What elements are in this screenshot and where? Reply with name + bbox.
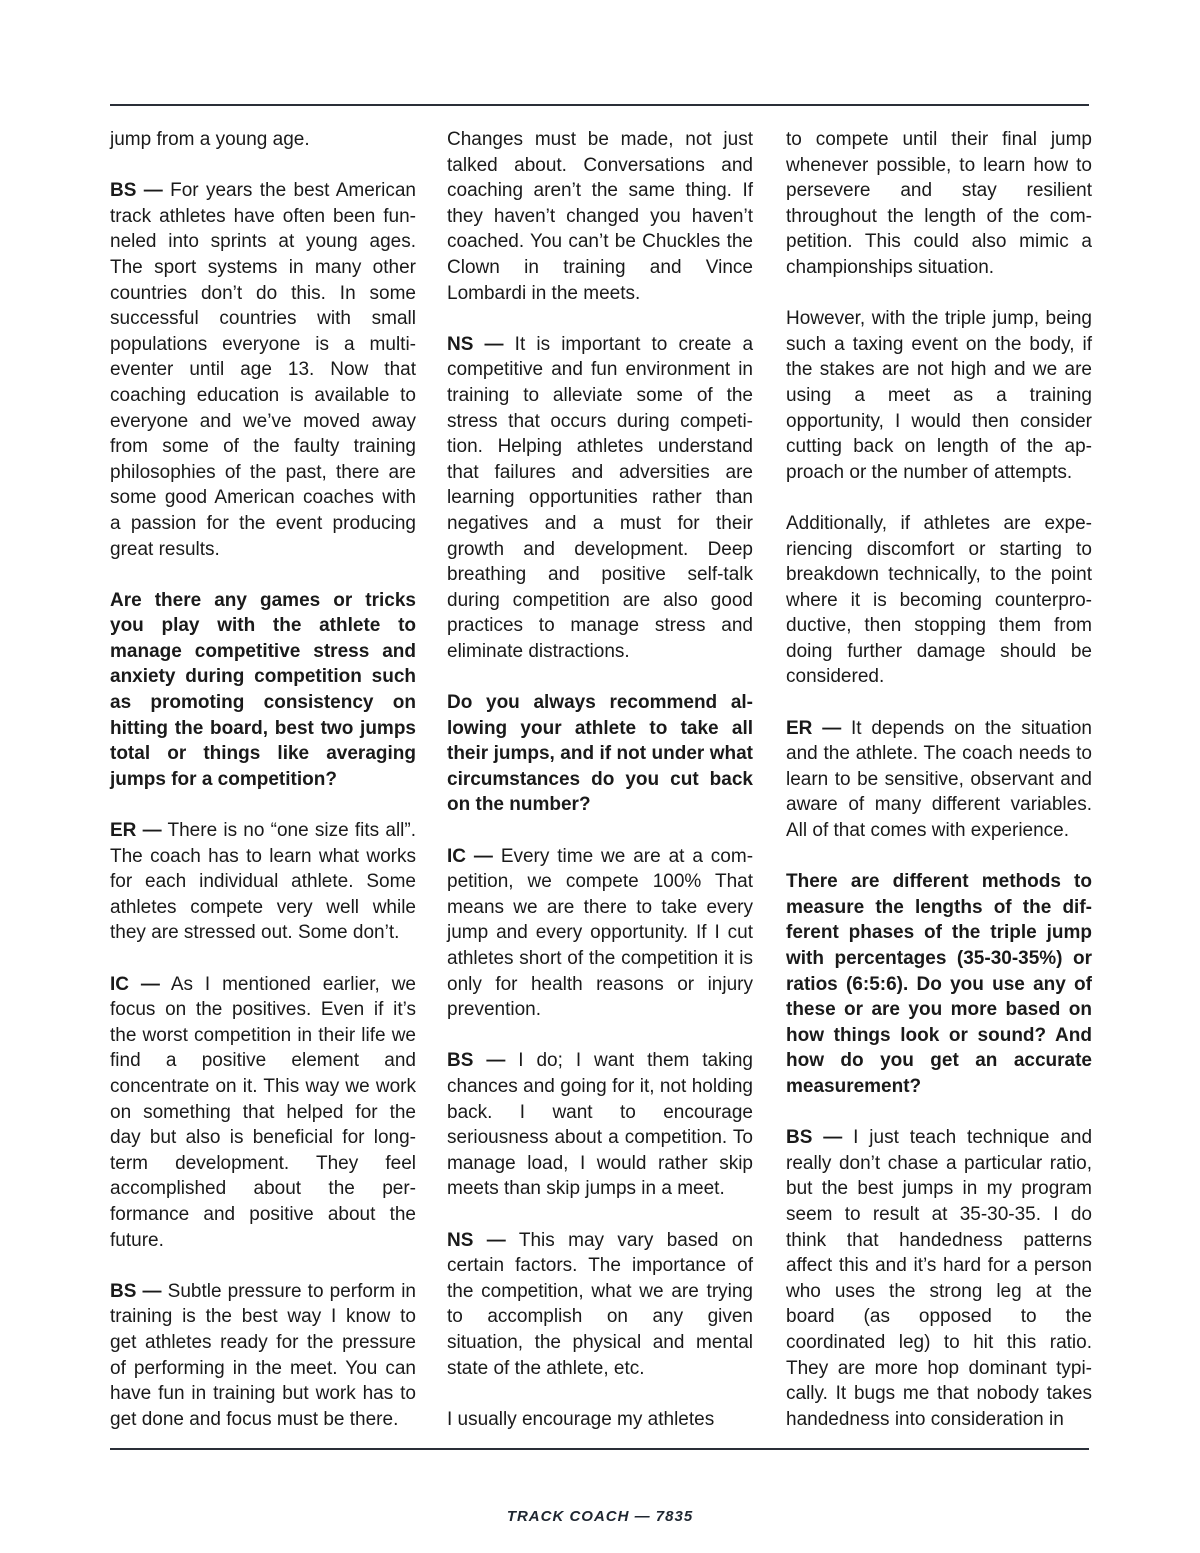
speaker-initials: ER — — [786, 717, 842, 739]
column-1 — [110, 127, 416, 1432]
interview-question — [447, 690, 753, 818]
interview-question — [110, 588, 416, 793]
speaker-initials: BS — — [110, 1280, 162, 1302]
speaker-initials: NS — — [447, 1229, 506, 1251]
paragraph-text: I just teach technique and really don’t chase a particular ratio, but the best jumps in my program seem to result at 35-30-35. I do think that handedness patterns affect this and it’s hard for a person who uses the strong leg at the board (as opposed to the coordinated leg) to hit this ratio. They are more hop dominant typically. It bugs me that nobody takes handedness into consideration in — [786, 1127, 1093, 1430]
paragraph-text: Additionally, if athletes are experiencing discomfort or starting to breakdown technically, to the point where it is becoming counterproductive, then stopping them from doing further damage should be considered. — [786, 512, 1092, 688]
paragraph-text: There is no “one size fits all”. The coach has to learn what works for each individual athlete. Some athletes compete very well while they are stressed out. Some don’t. — [110, 820, 416, 944]
interview-answer — [110, 972, 416, 1254]
interview-answer — [110, 818, 416, 946]
body-paragraph — [786, 306, 1092, 485]
interview-answer — [447, 332, 753, 665]
paragraph-text: For years the best American track athletes have often been funneled into sprints at young ages. The sport systems in many other countries don’t do this. In some successful countries with small populations everyone is a multi-eventer until age 13. Now that coaching education is available to everyone and we’ve moved away from some of the faulty training philosophies of the past, there are some good American coaches with a passion for the event producing great results. — [110, 180, 416, 560]
paragraph-text: jump from a young age. — [110, 129, 310, 150]
paragraph-text: I do; I want them taking chances and going for it, not holding back. I want to encourage seriousness about a competition. To manage load, I would rather skip meets than skip jumps in a meet. — [447, 1050, 753, 1200]
body-paragraph — [447, 1407, 753, 1433]
paragraph-text: However, with the triple jump, being such a taxing event on the body, if the stakes are not high and we are using a meet as a training opportunity, I would then consider cutting back on length of the approach or the number of attempts. — [786, 308, 1092, 483]
body-paragraph — [447, 127, 753, 306]
paragraph-text: There are different methods to measure the lengths of the different phases of the triple jump with percentages (35-30-35%) or ratios (6:5:6). Do you use any of these or are you more based on how things look or sound? And how do you get an accurate measurement? — [786, 871, 1092, 1097]
paragraph-text: I usually encourage my athletes — [447, 1408, 715, 1430]
column-2 — [447, 127, 753, 1432]
page-footer: TRACK COACH — 7835 — [506, 1508, 694, 1525]
interview-answer — [447, 844, 753, 1023]
speaker-initials: IC — — [447, 845, 493, 867]
bottom-rule — [110, 1448, 1089, 1450]
interview-answer — [786, 1125, 1092, 1432]
speaker-initials: BS — — [786, 1127, 843, 1149]
interview-question — [786, 869, 1092, 1099]
paragraph-text: It is important to create a competitive and fun environment in training to alleviate some of the stress that occurs during competition. Helping athletes understand that failures and adversities are learning opportunities rather than negatives and a must for their growth and development. Deep breathing and positive self-talk during competition are also good practices to manage stress and eliminate distractions. — [447, 333, 754, 662]
interview-answer — [110, 178, 416, 562]
paragraph-text: Every time we are at a competition, we compete 100% That means we are there to take every jump and every opportunity. If I cut athletes short of the competition it is only for health reasons or injury prevention. — [447, 845, 754, 1021]
column-3 — [786, 127, 1092, 1432]
speaker-initials: IC — — [110, 973, 160, 995]
paragraph-text: As I mentioned earlier, we focus on the positives. Even if it’s the worst competition in their life we find a positive element and concentrate on it. This way we work on something that helped for the day but also is beneficial for long-term development. They feel accomplished about the performance and positive about the future. — [110, 973, 416, 1251]
body-paragraph — [786, 511, 1092, 690]
paragraph-text: It depends on the situation and the athlete. The coach needs to learn to be sensitive, observant and aware of many different variables. All of that comes with experience. — [786, 717, 1092, 842]
paragraph-text: Changes must be made, not just talked about. Conversations and coaching aren’t the same thing. If they haven’t changed you haven’t coached. You can’t be Chuckles the Clown in training and Vince Lombardi in the meets. — [447, 129, 753, 304]
paragraph-text: Do you always recommend allowing your athlete to take all their jumps, and if not under what circumstances do you cut back on the number? — [447, 692, 753, 816]
interview-answer — [110, 1279, 416, 1433]
interview-answer — [447, 1228, 753, 1382]
paragraph-text: to compete until their final jump whenever possible, to learn how to persevere and stay resilient throughout the length of the competition. This could also mimic a championships situation. — [786, 129, 1092, 278]
top-rule — [110, 104, 1089, 106]
speaker-initials: ER — — [110, 820, 162, 842]
body-paragraph — [110, 127, 416, 153]
interview-answer — [447, 1048, 753, 1202]
paragraph-text: This may vary based on certain factors. The importance of the competition, what we are trying to accomplish on any given situation, the physical and mental state of the athlete, etc. — [447, 1229, 754, 1379]
speaker-initials: NS — — [447, 333, 504, 355]
body-paragraph — [786, 127, 1092, 281]
speaker-initials: BS — — [447, 1050, 506, 1072]
paragraph-text: Subtle pressure to perform in training is the best way I know to get athletes ready for the pressure of performing in the meet. You can have fun in training but work has to get done and focus must be there. — [110, 1280, 416, 1430]
paragraph-text: Are there any games or tricks you play with the athlete to manage competitive stress and anxiety during competition such as promoting consistency on hitting the board, best two jumps total or things like averaging jumps for a competition? — [110, 589, 416, 790]
interview-answer — [786, 716, 1092, 844]
speaker-initials: BS — — [110, 180, 163, 202]
